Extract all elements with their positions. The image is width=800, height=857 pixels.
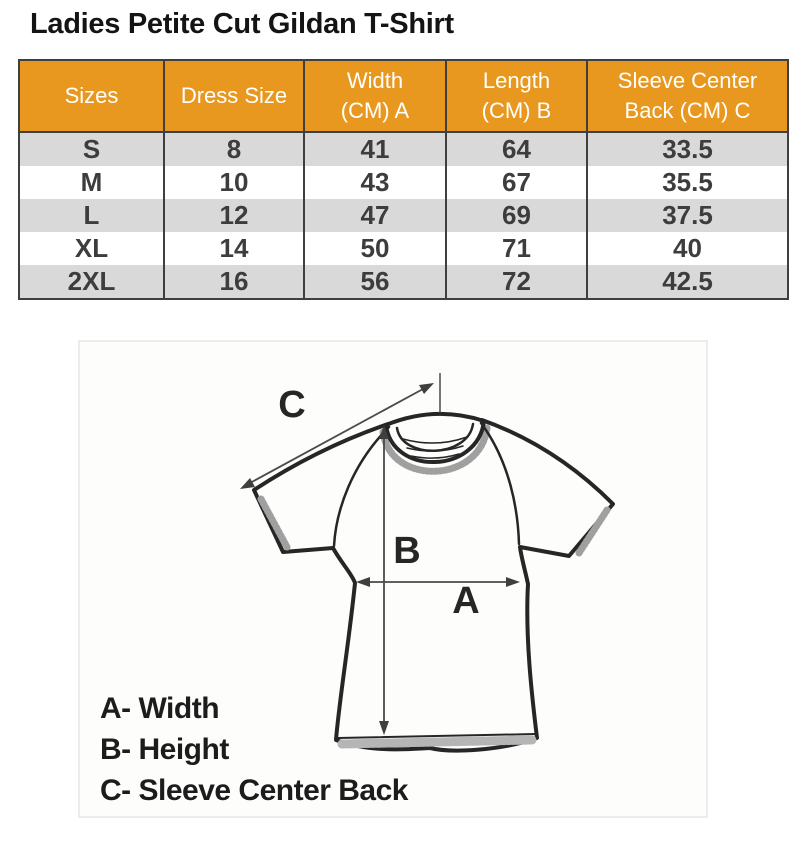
table-row-l [19, 199, 788, 232]
column-header-length: Length (CM) B [446, 60, 587, 132]
cell-dress-size: 8 [164, 132, 304, 166]
column-header-sleeve-center-back: Sleeve Center Back (CM) C [587, 60, 788, 132]
cell-width: 41 [304, 132, 446, 166]
cell-dress-size: 12 [164, 199, 304, 232]
cell-length: 67 [446, 166, 587, 199]
cell-sleeve: 40 [587, 232, 788, 265]
legend-item-c: C- Sleeve Center Back [100, 774, 408, 807]
label-b: B [393, 530, 421, 572]
cell-width: 43 [304, 166, 446, 199]
page-title: Ladies Petite Cut Gildan T-Shirt [30, 8, 454, 40]
legend-item-b: B- Height [100, 733, 229, 766]
table-row-s [19, 132, 788, 166]
cell-length: 71 [446, 232, 587, 265]
table-row-2xl [19, 265, 788, 299]
column-header-sizes: Sizes [19, 60, 164, 132]
size-table [18, 59, 789, 300]
column-header-width: Width (CM) A [304, 60, 446, 132]
cell-size: M [19, 166, 164, 199]
cell-dress-size: 14 [164, 232, 304, 265]
cell-sleeve: 33.5 [587, 132, 788, 166]
left-cuff-ribbing [261, 499, 287, 547]
left-armhole-seam [334, 427, 389, 546]
cell-sleeve: 35.5 [587, 166, 788, 199]
arrowhead-a-left [356, 577, 370, 587]
cell-width: 56 [304, 265, 446, 299]
label-a: A [452, 580, 480, 622]
cell-size: XL [19, 232, 164, 265]
cell-width: 47 [304, 199, 446, 232]
legend-item-a: A- Width [100, 692, 220, 725]
cell-sleeve: 42.5 [587, 265, 788, 299]
cell-dress-size: 10 [164, 166, 304, 199]
arrowhead-c-top [419, 383, 434, 394]
measure-legend [100, 688, 408, 811]
collar-rib-line [403, 437, 467, 443]
tshirt-neck-top [386, 414, 484, 425]
table-row-m [19, 166, 788, 199]
cell-width: 50 [304, 232, 446, 265]
cell-size: 2XL [19, 265, 164, 299]
arrowhead-c-bottom [240, 478, 255, 489]
measurement-diagram [78, 340, 708, 818]
cell-size: L [19, 199, 164, 232]
cell-size: S [19, 132, 164, 166]
arrowhead-a-right [506, 577, 520, 587]
cell-length: 69 [446, 199, 587, 232]
cell-sleeve: 37.5 [587, 199, 788, 232]
cell-length: 64 [446, 132, 587, 166]
cell-length: 72 [446, 265, 587, 299]
measure-line-c [250, 389, 423, 483]
right-cuff-ribbing [579, 510, 607, 553]
label-c: C [278, 384, 306, 426]
table-row-xl [19, 232, 788, 265]
size-table-header [19, 60, 788, 132]
column-header-dress-size: Dress Size [164, 60, 304, 132]
cell-dress-size: 16 [164, 265, 304, 299]
